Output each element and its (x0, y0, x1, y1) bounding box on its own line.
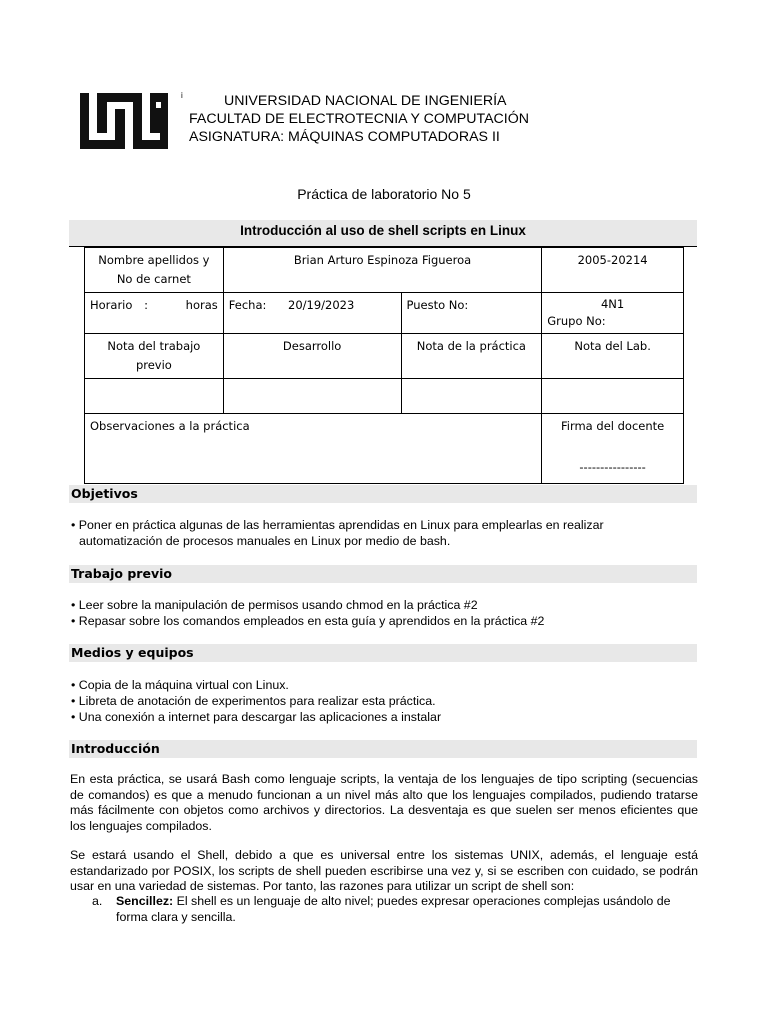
intro-list-item-a (92, 893, 698, 925)
puesto-label: Puesto No: (401, 293, 542, 334)
medios-list (71, 677, 701, 725)
name-label: Nombre apellidos y No de carnet (85, 248, 224, 293)
section-introduccion-title: Introducción (69, 740, 697, 758)
firma-label: Firma del docente (560, 419, 665, 433)
item-a-term: Sencillez: (116, 894, 174, 908)
student-name: Brian Arturo Espinoza Figueroa (223, 248, 541, 293)
university-name: UNIVERSIDAD NACIONAL DE INGENIERÍA (224, 93, 507, 109)
firma-cell (542, 414, 684, 484)
section-trabajo-previo-title: Trabajo previo (69, 565, 697, 583)
intro-paragraph-2: Se estará usando el Shell, debido a que es universal entre los sistemas UNIX, además, el lenguaje está estandarizado por POSIX, los scripts de shell pueden escribirse una vez y, si se escriben con cuidado, se podrán usar en una variedad de sistemas. Por tanto, las razones para utilizar un script de shell son: (70, 848, 698, 894)
nota-lab-value (542, 379, 684, 414)
section-medios-title: Medios y equipos (69, 644, 697, 662)
student-carnet: 2005-20214 (542, 248, 684, 293)
desarrollo-label: Desarrollo (223, 334, 401, 379)
item-a-continuation: forma clara y sencilla. (116, 910, 236, 924)
horario-separator: : (144, 298, 148, 312)
info-table (84, 247, 684, 484)
trabajo-previo-list (71, 597, 701, 629)
horas-label: horas (185, 298, 218, 312)
nota-lab-label: Nota del Lab. (542, 334, 684, 379)
list-item: • Una conexión a internet para descargar las aplicaciones a instalar (71, 710, 442, 724)
fecha-value: 20/19/2023 (288, 298, 355, 312)
objetivo-line-2: automatización de procesos manuales en Linux por medio de bash. (79, 534, 451, 548)
section-objetivos-title: Objetivos (69, 485, 697, 503)
university-logo (80, 93, 168, 149)
list-marker: a. (92, 894, 103, 908)
list-item: • Repasar sobre los comandos empleados en esta guía y aprendidos en la práctica #2 (71, 614, 545, 628)
fecha-label: Fecha: (228, 298, 267, 312)
horario-label: Horario (90, 298, 133, 312)
course-name: ASIGNATURA: MÁQUINAS COMPUTADORAS II (189, 129, 500, 145)
lab-title: Práctica de laboratorio No 5 (297, 186, 471, 202)
horario-cell (85, 293, 224, 334)
nota-previo-label: Nota del trabajo previo (85, 334, 224, 379)
nota-practica-label: Nota de la práctica (401, 334, 542, 379)
fecha-cell (223, 293, 401, 334)
objetivo-line-1: • Poner en práctica algunas de las herramientas aprendidas en Linux para emplearlas en realizar (71, 518, 604, 532)
grupo-label: Grupo No: (547, 314, 606, 328)
faculty-name: FACULTAD DE ELECTROTECNIA Y COMPUTACIÓN (189, 111, 530, 127)
nota-practica-value (401, 379, 542, 414)
grupo-cell (542, 293, 684, 334)
list-item: • Libreta de anotación de experimentos para realizar esta práctica. (71, 694, 436, 708)
list-item: • Leer sobre la manipulación de permisos usando chmod en la práctica #2 (71, 598, 478, 612)
practice-title-bar: Introducción al uso de shell scripts en Linux (69, 220, 697, 247)
intro-paragraph-1: En esta práctica, se usará Bash como lenguaje scripts, la ventaja de los lenguajes de tipo scripting (secuencias de comandos) es que a menudo funcionan a un nivel más alto que los lenguajes compilados, pudiendo tratarse más fácilmente con objetos como archivos y directorios. La desventaja es que suelen ser menos eficientes que los lenguajes compilados. (70, 772, 698, 834)
footnote-marker: i (181, 91, 183, 100)
objetivos-list (71, 517, 701, 549)
item-a-text: El shell es un lenguaje de alto nivel; puedes expresar operaciones complejas usándolo de (173, 894, 671, 908)
observaciones-label: Observaciones a la práctica (85, 414, 542, 484)
desarrollo-value (223, 379, 401, 414)
grupo-value: 4N1 (600, 297, 625, 311)
document-header (189, 92, 529, 146)
nota-previo-value (85, 379, 224, 414)
firma-line: ---------------- (579, 460, 646, 474)
list-item: • Copia de la máquina virtual con Linux. (71, 678, 289, 692)
